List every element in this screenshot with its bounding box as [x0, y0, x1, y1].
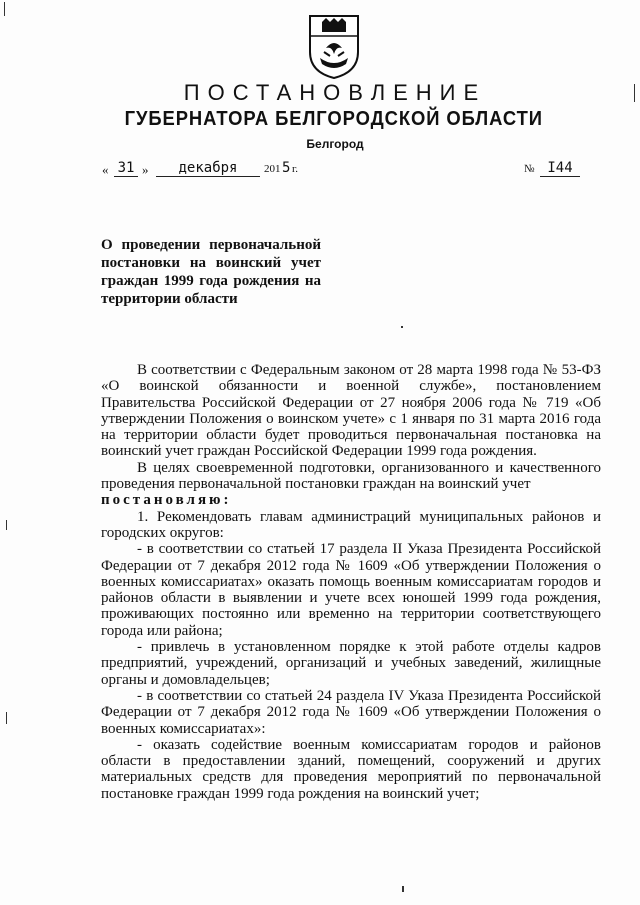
paragraph-item-1-d: - оказать содействие военным комиссариатам городов и районов области в предоставлении зданий, помещений, сооружений и других материальных средств для проведения мероприятий по первоначальной постановке граждан 1999 года рождения на воинский учет; — [101, 736, 601, 802]
paragraph-purpose: В целях своевременной подготовки, организованного и качественного проведения первоначальной постановки граждан на воинский учет — [101, 459, 601, 493]
paragraph-item-1: 1. Рекомендовать главам администраций муниципальных районов и городских округов: — [101, 508, 601, 541]
date-close-quote: » — [142, 162, 149, 177]
date-open-quote: « — [102, 162, 109, 177]
scan-dot — [402, 886, 404, 892]
document-title: ПОСТАНОВЛЕНИЕ — [183, 80, 487, 105]
date-month: декабря — [156, 160, 260, 177]
date-number-line — [100, 160, 600, 182]
document-subject: О проведении первоначальной постановки на воинский учет граждан 1999 года рождения на территории области — [101, 237, 321, 307]
date-year-end: г. — [292, 163, 299, 175]
paragraph-item-1-a: - в соответствии со статьей 17 раздела II Указа Президента Российской Федерации от 7 декабря 2012 года № 1609 «Об утверждении Положения о военных комиссариатах» оказать помощь военным комиссариатам городов и районов области в выявлении и учете всех юношей 1999 года рождения, проживающих постоянно или временно на территории соответствующего города или района; — [101, 541, 601, 639]
scan-mark — [6, 520, 7, 530]
paragraph-item-1-c: - в соответствии со статьей 24 раздела IV Указа Президента Российской Федерации от 7 декабря 2012 года № 1609 «Об утверждении Положения о военных комиссариатах»: — [101, 687, 601, 737]
scan-mark — [634, 84, 635, 102]
command-word: постановляю: — [101, 492, 232, 509]
date-year-suffix: 5 — [282, 160, 291, 176]
scan-mark — [6, 712, 7, 724]
paragraph-command-wrap — [101, 492, 601, 508]
date-day: 31 — [114, 160, 138, 177]
document-issuer: ГУБЕРНАТОРА БЕЛГОРОДСКОЙ ОБЛАСТИ — [124, 108, 543, 130]
date-year-prefix: 201 — [264, 163, 281, 175]
coat-of-arms-icon — [306, 12, 362, 80]
number-label: № — [524, 163, 535, 175]
document-city: Белгород — [306, 137, 364, 151]
document-number: I44 — [540, 160, 580, 177]
paragraph-item-1-b: - привлечь в установленном порядке к этой работе отделы кадров предприятий, учреждений, организаций и учебных заведений, жилищные органы и домовладельцев; — [101, 639, 601, 688]
scan-dot — [401, 326, 403, 328]
scan-mark — [4, 2, 5, 16]
document-body — [101, 362, 601, 802]
paragraph-preamble: В соответствии с Федеральным законом от 28 марта 1998 года № 53-ФЗ «О воинской обязанности и военной службе», постановлением Правительства Российской Федерации от 27 ноября 2006 года № 719 «Об утверждении Положения о воинском учете» с 1 января по 31 марта 2016 года на территории области будет проводиться первоначальная постановка на воинский учет граждан Российской Федерации 1999 года рождения. — [101, 362, 601, 460]
